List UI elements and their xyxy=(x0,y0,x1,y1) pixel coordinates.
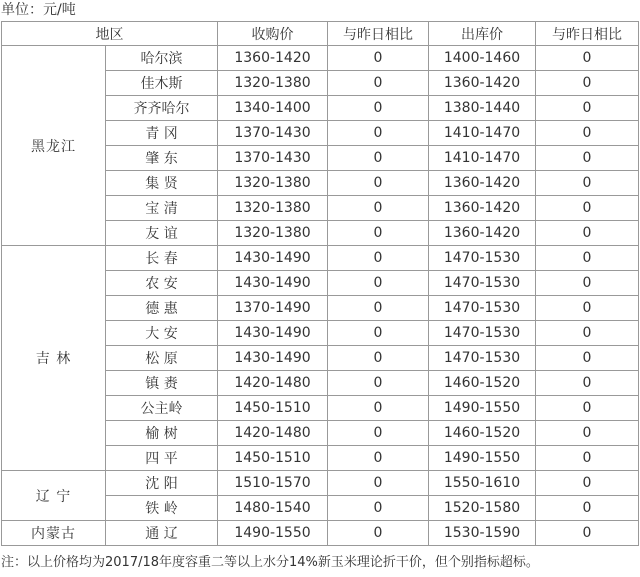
city-cell: 松 原 xyxy=(106,346,218,371)
purchase-price-cell: 1320-1380 xyxy=(218,196,328,221)
purchase-price-cell: 1430-1490 xyxy=(218,346,328,371)
city-cell: 榆 树 xyxy=(106,421,218,446)
purchase-change-cell: 0 xyxy=(328,71,429,96)
outbound-price-cell: 1490-1550 xyxy=(429,396,536,421)
purchase-change-cell: 0 xyxy=(328,171,429,196)
outbound-change-cell: 0 xyxy=(536,371,639,396)
city-cell: 镇 赉 xyxy=(106,371,218,396)
purchase-price-cell: 1420-1480 xyxy=(218,421,328,446)
purchase-change-cell: 0 xyxy=(328,46,429,71)
purchase-change-cell: 0 xyxy=(328,346,429,371)
purchase-price-cell: 1370-1490 xyxy=(218,296,328,321)
purchase-price-cell: 1510-1570 xyxy=(218,471,328,496)
outbound-change-cell: 0 xyxy=(536,221,639,246)
purchase-price-cell: 1370-1430 xyxy=(218,121,328,146)
province-cell: 辽 宁 xyxy=(2,471,106,521)
purchase-price-cell: 1360-1420 xyxy=(218,46,328,71)
purchase-price-cell: 1370-1430 xyxy=(218,146,328,171)
outbound-change-cell: 0 xyxy=(536,471,639,496)
header-outbound-price: 出库价 xyxy=(429,22,536,46)
unit-label: 单位：元/吨 xyxy=(1,2,76,18)
purchase-change-cell: 0 xyxy=(328,396,429,421)
city-cell: 通 辽 xyxy=(106,521,218,546)
outbound-change-cell: 0 xyxy=(536,396,639,421)
outbound-price-cell: 1360-1420 xyxy=(429,221,536,246)
outbound-price-cell: 1410-1470 xyxy=(429,121,536,146)
outbound-change-cell: 0 xyxy=(536,46,639,71)
header-purchase-price: 收购价 xyxy=(218,22,328,46)
city-cell: 集 贤 xyxy=(106,171,218,196)
purchase-change-cell: 0 xyxy=(328,221,429,246)
outbound-price-cell: 1460-1520 xyxy=(429,371,536,396)
city-cell: 宝 清 xyxy=(106,196,218,221)
city-cell: 友 谊 xyxy=(106,221,218,246)
outbound-price-cell: 1410-1470 xyxy=(429,146,536,171)
purchase-change-cell: 0 xyxy=(328,446,429,471)
outbound-price-cell: 1470-1530 xyxy=(429,246,536,271)
outbound-price-cell: 1470-1530 xyxy=(429,271,536,296)
purchase-change-cell: 0 xyxy=(328,196,429,221)
purchase-change-cell: 0 xyxy=(328,246,429,271)
purchase-price-cell: 1340-1400 xyxy=(218,96,328,121)
purchase-change-cell: 0 xyxy=(328,421,429,446)
purchase-change-cell: 0 xyxy=(328,496,429,521)
outbound-change-cell: 0 xyxy=(536,146,639,171)
purchase-change-cell: 0 xyxy=(328,521,429,546)
table-row xyxy=(2,521,639,546)
outbound-price-cell: 1530-1590 xyxy=(429,521,536,546)
outbound-change-cell: 0 xyxy=(536,271,639,296)
outbound-change-cell: 0 xyxy=(536,196,639,221)
purchase-change-cell: 0 xyxy=(328,371,429,396)
outbound-price-cell: 1360-1420 xyxy=(429,71,536,96)
purchase-change-cell: 0 xyxy=(328,121,429,146)
purchase-price-cell: 1450-1510 xyxy=(218,396,328,421)
corn-price-table xyxy=(1,21,639,546)
purchase-price-cell: 1420-1480 xyxy=(218,371,328,396)
city-cell: 公主岭 xyxy=(106,396,218,421)
outbound-change-cell: 0 xyxy=(536,446,639,471)
purchase-change-cell: 0 xyxy=(328,296,429,321)
city-cell: 铁 岭 xyxy=(106,496,218,521)
outbound-change-cell: 0 xyxy=(536,421,639,446)
outbound-price-cell: 1380-1440 xyxy=(429,96,536,121)
table-row xyxy=(2,246,639,271)
city-cell: 农 安 xyxy=(106,271,218,296)
outbound-change-cell: 0 xyxy=(536,171,639,196)
outbound-price-cell: 1470-1530 xyxy=(429,296,536,321)
city-cell: 齐齐哈尔 xyxy=(106,96,218,121)
table-row xyxy=(2,471,639,496)
city-cell: 德 惠 xyxy=(106,296,218,321)
purchase-price-cell: 1430-1490 xyxy=(218,271,328,296)
header-region: 地区 xyxy=(2,22,218,46)
table-row xyxy=(2,46,639,71)
footnote: 注：以上价格均为2017/18年度容重二等以上水分14%新玉米理论折干价，但个别指标超标。 xyxy=(1,555,539,570)
outbound-price-cell: 1470-1530 xyxy=(429,346,536,371)
province-cell: 黑龙江 xyxy=(2,46,106,246)
city-cell: 沈 阳 xyxy=(106,471,218,496)
purchase-change-cell: 0 xyxy=(328,471,429,496)
outbound-price-cell: 1460-1520 xyxy=(429,421,536,446)
city-cell: 四 平 xyxy=(106,446,218,471)
purchase-price-cell: 1480-1540 xyxy=(218,496,328,521)
table-header-row xyxy=(2,22,639,46)
purchase-price-cell: 1320-1380 xyxy=(218,221,328,246)
outbound-change-cell: 0 xyxy=(536,121,639,146)
purchase-price-cell: 1490-1550 xyxy=(218,521,328,546)
province-cell: 吉 林 xyxy=(2,246,106,471)
purchase-change-cell: 0 xyxy=(328,271,429,296)
purchase-change-cell: 0 xyxy=(328,96,429,121)
city-cell: 佳木斯 xyxy=(106,71,218,96)
city-cell: 青 冈 xyxy=(106,121,218,146)
outbound-change-cell: 0 xyxy=(536,321,639,346)
outbound-change-cell: 0 xyxy=(536,296,639,321)
purchase-price-cell: 1320-1380 xyxy=(218,171,328,196)
purchase-price-cell: 1450-1510 xyxy=(218,446,328,471)
outbound-price-cell: 1360-1420 xyxy=(429,196,536,221)
outbound-price-cell: 1490-1550 xyxy=(429,446,536,471)
purchase-price-cell: 1430-1490 xyxy=(218,321,328,346)
outbound-change-cell: 0 xyxy=(536,246,639,271)
purchase-change-cell: 0 xyxy=(328,321,429,346)
outbound-price-cell: 1360-1420 xyxy=(429,171,536,196)
purchase-price-cell: 1430-1490 xyxy=(218,246,328,271)
outbound-price-cell: 1520-1580 xyxy=(429,496,536,521)
outbound-price-cell: 1470-1530 xyxy=(429,321,536,346)
city-cell: 哈尔滨 xyxy=(106,46,218,71)
purchase-price-cell: 1320-1380 xyxy=(218,71,328,96)
province-cell: 内蒙古 xyxy=(2,521,106,546)
outbound-price-cell: 1400-1460 xyxy=(429,46,536,71)
header-outbound-change: 与昨日相比 xyxy=(536,22,639,46)
outbound-price-cell: 1550-1610 xyxy=(429,471,536,496)
city-cell: 大 安 xyxy=(106,321,218,346)
outbound-change-cell: 0 xyxy=(536,496,639,521)
header-purchase-change: 与昨日相比 xyxy=(328,22,429,46)
outbound-change-cell: 0 xyxy=(536,521,639,546)
city-cell: 肇 东 xyxy=(106,146,218,171)
city-cell: 长 春 xyxy=(106,246,218,271)
purchase-change-cell: 0 xyxy=(328,146,429,171)
table-body xyxy=(2,46,639,546)
outbound-change-cell: 0 xyxy=(536,96,639,121)
outbound-change-cell: 0 xyxy=(536,71,639,96)
outbound-change-cell: 0 xyxy=(536,346,639,371)
